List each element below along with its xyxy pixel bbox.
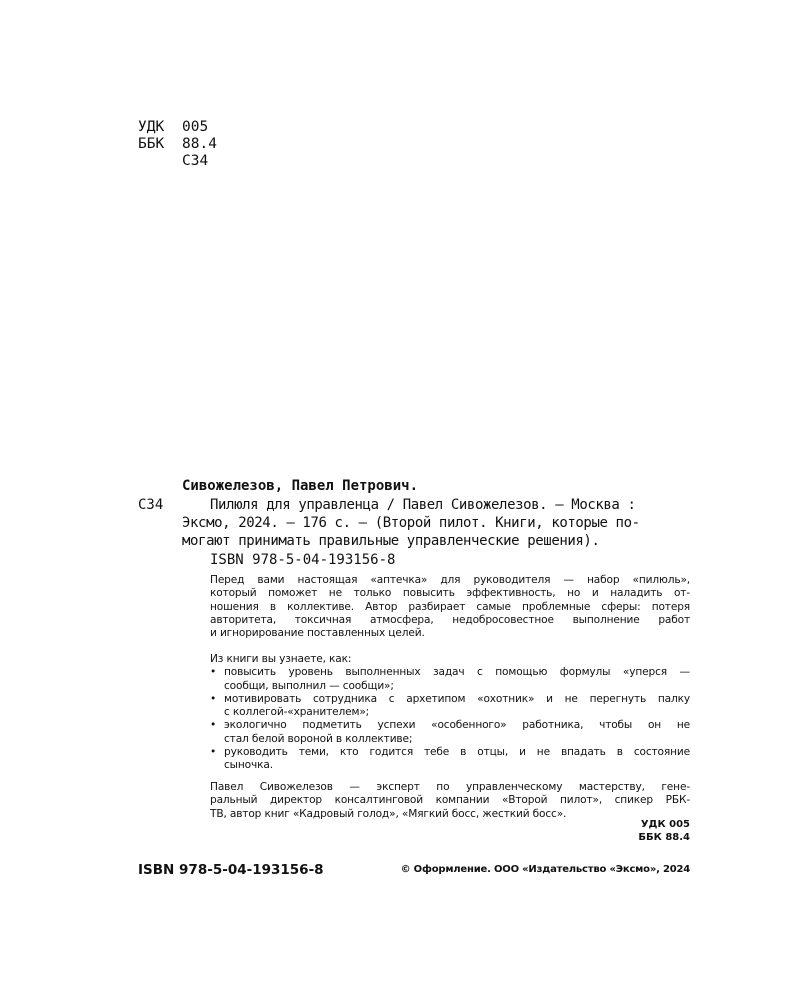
- learn-item-line: с коллегой-«хранителем»;: [224, 706, 370, 719]
- annotation-line: который поможет не только повысить эффективность, но и наладить от-: [210, 587, 690, 600]
- annotation-line: Перед вами настоящая «аптечка» для руководителя — набор «пилюль»,: [210, 574, 690, 586]
- bio-line: Павел Сивожелезов — эксперт по управленческому мастерству, гене-: [210, 781, 690, 793]
- record-isbn: ISBN 978-5-04-193156-8: [210, 552, 396, 568]
- bio-line: ральный директор консалтинговой компании «Второй пилот», спикер РБК-: [210, 794, 690, 807]
- learn-item: [210, 693, 690, 720]
- annotation-line: и игнорирование поставленных целей.: [210, 627, 425, 640]
- bbk-row: [138, 136, 217, 153]
- learn-item-line: руководить теми, кто годится тебе в отцы, и не впадать в состояние: [224, 746, 690, 759]
- author-mark: С34: [182, 153, 209, 169]
- udk-row: [138, 119, 217, 136]
- learn-intro: Из книги вы узнаете, как:: [210, 653, 352, 665]
- bullet-icon: •: [210, 666, 217, 679]
- bbk-right: ББК 88.4: [638, 832, 690, 843]
- bbk-value: 88.4: [182, 136, 217, 152]
- bullet-icon: •: [210, 719, 217, 732]
- udk-right: УДК 005: [640, 819, 690, 830]
- learn-item: [210, 719, 690, 746]
- learn-item: [210, 666, 690, 693]
- learn-item-line: экологично подметить успехи «особенного» работника, чтобы он не: [224, 719, 690, 732]
- learn-item-line: мотивировать сотрудника с архетипом «охотник» и не перегнуть палку: [224, 692, 690, 705]
- bbk-label: ББК: [138, 136, 165, 152]
- title-line: могают принимать правильные управленческие решения).: [182, 533, 600, 549]
- annotation: [210, 574, 690, 640]
- author-bio: [210, 781, 690, 821]
- classification-codes: [138, 119, 217, 170]
- udk-value: 005: [182, 119, 209, 135]
- title-line: Пилюля для управленца / Павел Сивожелезов. — Москва :: [210, 497, 636, 513]
- classification-codes-right: [638, 818, 690, 844]
- record-author: Сивожелезов, Павел Петрович.: [182, 478, 419, 494]
- learn-item-line: сообщи, выполнил — сообщи»;: [224, 679, 394, 692]
- annotation-line: авторитета, токсичная атмосфера, недобросовестное выполнение работ: [210, 613, 690, 626]
- bullet-icon: •: [210, 692, 217, 705]
- author-mark-row: [138, 153, 217, 170]
- copyright-notice: © Оформление. ООО «Издательство «Эксмо», 2024: [400, 864, 690, 875]
- title-line: Эксмо, 2024. — 176 с. — (Второй пилот. Книги, которые по-: [182, 515, 640, 531]
- learn-item: [210, 746, 690, 773]
- learn-list: [210, 666, 690, 772]
- learn-item-line: сыночка.: [224, 759, 273, 772]
- udk-label: УДК: [138, 119, 165, 135]
- learn-item-line: стал белой вороной в коллективе;: [224, 732, 413, 745]
- annotation-line: ношения в коллективе. Автор разбирает самые проблемные сферы: потеря: [210, 600, 690, 613]
- learn-item-line: повысить уровень выполненных задач с помощью формулы «уперся —: [224, 666, 690, 679]
- learn-section: [210, 653, 690, 773]
- footer-isbn: ISBN 978-5-04-193156-8: [138, 862, 324, 878]
- bio-line: ТВ, автор книг «Кадровый голод», «Мягкий босс, жесткий босс».: [210, 807, 567, 820]
- record-title: [182, 496, 690, 550]
- record-author-mark: С34: [138, 497, 164, 513]
- bullet-icon: •: [210, 746, 217, 759]
